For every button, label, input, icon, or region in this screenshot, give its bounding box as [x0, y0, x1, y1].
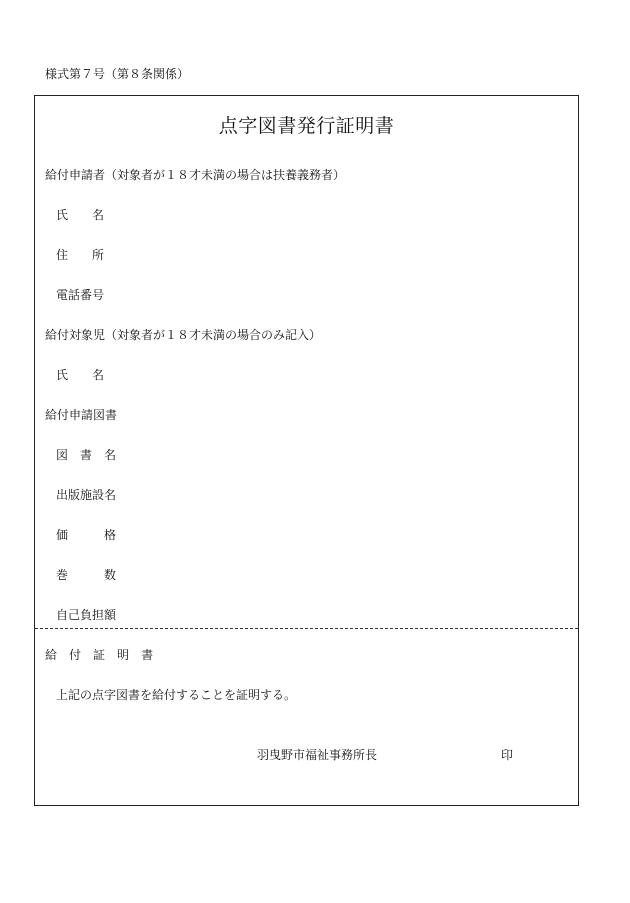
issuer-name: 羽曳野市福祉事務所長 [257, 748, 378, 762]
publisher-label: 出版施設名 [56, 488, 117, 502]
dashed-divider [35, 628, 578, 629]
applicant-heading: 給付申請者（対象者が１８才未満の場合は扶養義務者） [45, 168, 346, 182]
book-title-label: 図 書 名 [56, 448, 117, 462]
applicant-name-label: 氏 名 [56, 208, 105, 222]
applicant-phone-label: 電話番号 [56, 288, 105, 302]
form-code: 様式第７号（第８条関係） [45, 67, 190, 81]
copay-label: 自己負担額 [56, 608, 117, 622]
volumes-label: 巻 数 [56, 568, 117, 582]
seal-mark: 印 [501, 748, 514, 762]
child-heading: 給付対象児（対象者が１８才未満の場合のみ記入） [45, 328, 322, 342]
document-title: 点字図書発行証明書 [218, 115, 395, 137]
child-name-label: 氏 名 [56, 368, 105, 382]
certificate-statement: 上記の点字図書を給付することを証明する。 [56, 688, 297, 702]
certificate-heading: 給 付 証 明 書 [45, 648, 154, 662]
book-heading: 給付申請図書 [45, 408, 118, 422]
certificate-form [34, 95, 579, 806]
price-label: 価 格 [56, 528, 117, 542]
applicant-address-label: 住 所 [56, 248, 105, 262]
